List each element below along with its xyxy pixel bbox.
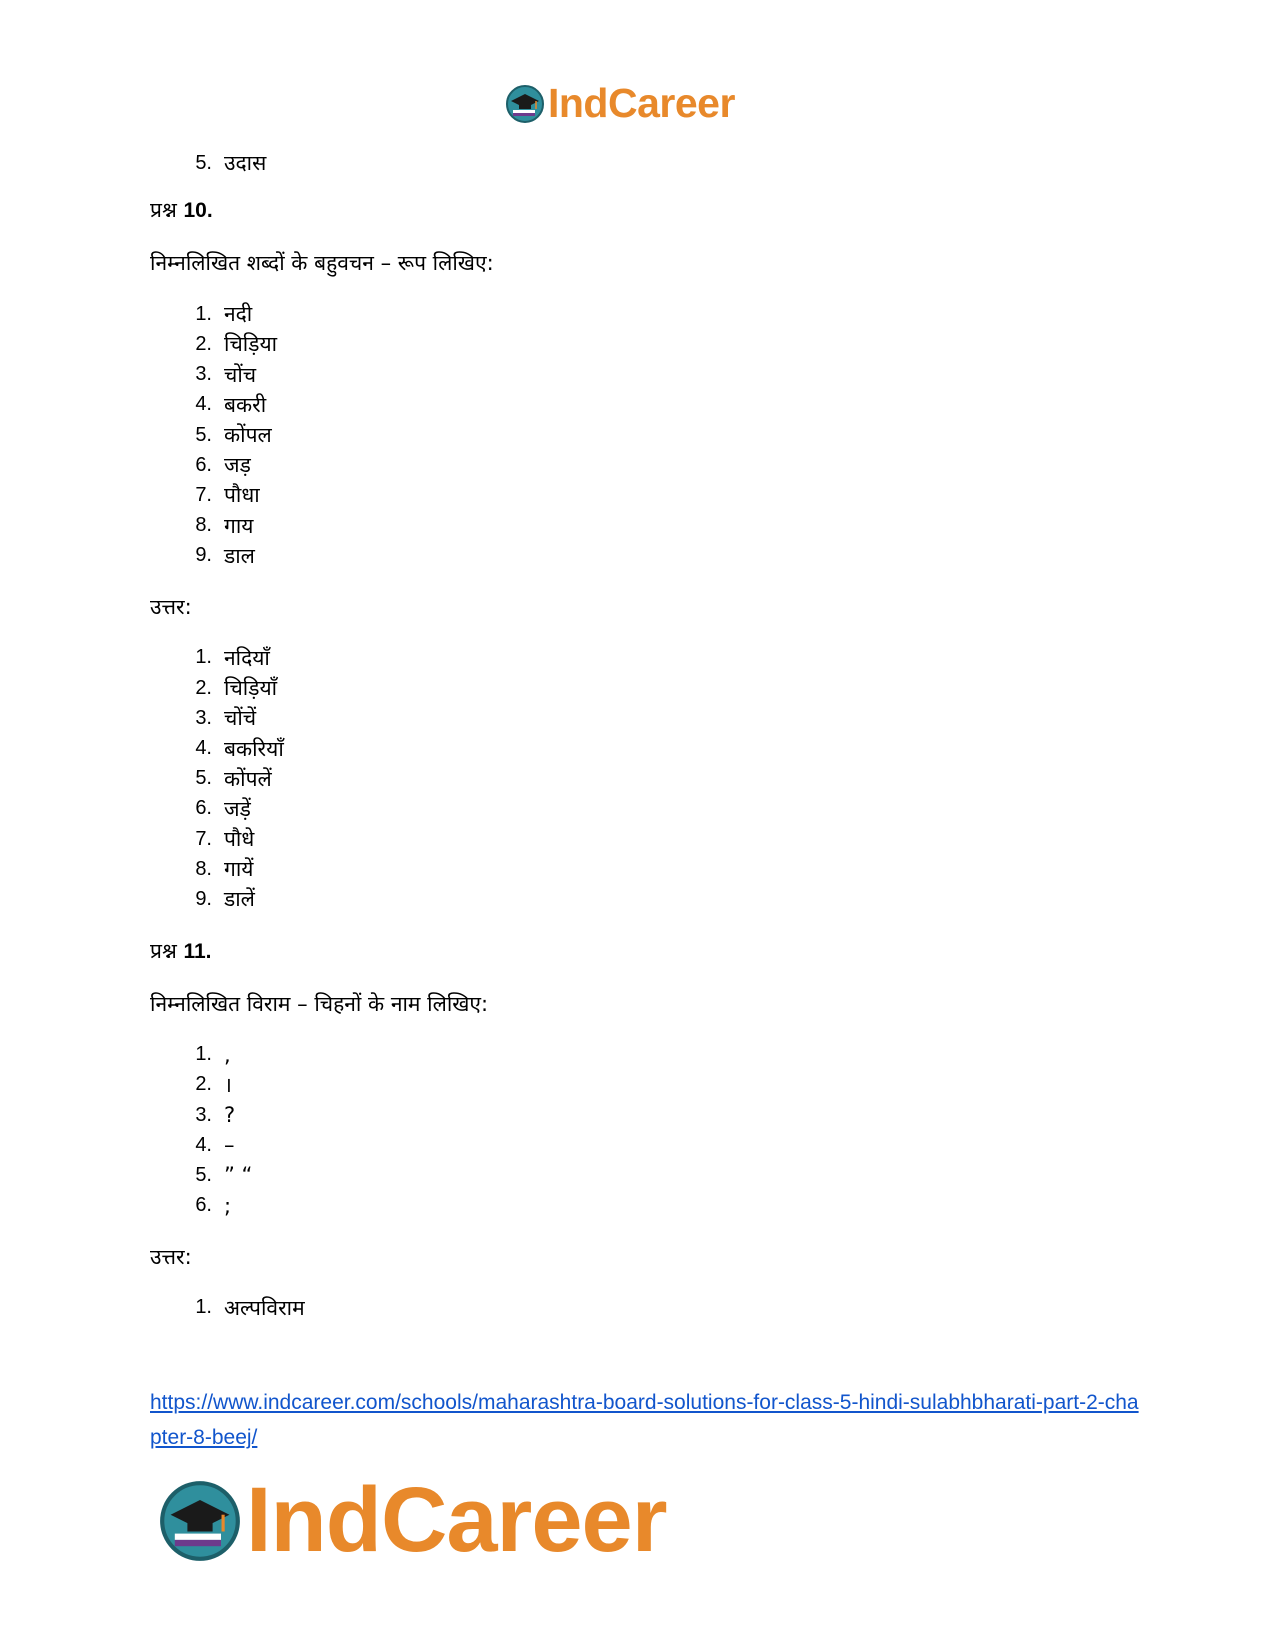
list-text: । xyxy=(224,1072,232,1097)
list-item xyxy=(150,794,1140,824)
list-text: पौधा xyxy=(224,483,260,508)
list-number: 6. xyxy=(195,453,212,476)
list-text: पौधे xyxy=(224,827,255,852)
question-prefix: प्रश्न xyxy=(150,198,177,223)
list-number: 1. xyxy=(195,1296,212,1319)
list-item xyxy=(150,1160,1140,1190)
list-number: 8. xyxy=(195,514,212,537)
list-item xyxy=(150,148,1140,178)
graduation-cap-book-icon xyxy=(505,84,545,124)
list-number: 3. xyxy=(195,706,212,729)
question-number: 11. xyxy=(183,939,212,963)
list-item xyxy=(150,329,1140,359)
list-item xyxy=(150,480,1140,510)
list-text: जड़ें xyxy=(224,796,251,821)
list-number: 1. xyxy=(195,302,212,325)
list-number: 1. xyxy=(195,646,212,669)
list-number: 9. xyxy=(195,887,212,910)
list-item xyxy=(150,643,1140,673)
indcareer-logo-bottom xyxy=(158,1468,667,1573)
list-text: जड़ xyxy=(224,453,251,478)
answer-label: उत्तर: xyxy=(150,594,192,619)
question-11-heading xyxy=(150,937,1140,966)
question-11-instruction: निम्नलिखित विराम – चिहनों के नाम लिखिए: xyxy=(150,991,489,1016)
question-11-list xyxy=(150,1040,1140,1221)
list-number: 5. xyxy=(195,1163,212,1186)
list-item xyxy=(150,673,1140,703)
list-number: 5. xyxy=(195,423,212,446)
source-link[interactable]: https://www.indcareer.com/schools/maharashtra-board-solutions-for-class-5-hindi-sulabhbharati-part-2-chapter-8-beej/ xyxy=(150,1391,1139,1449)
answer-label: उत्तर: xyxy=(150,1244,192,1269)
list-number: 5. xyxy=(195,151,212,174)
list-text: ? xyxy=(224,1103,236,1128)
previous-list xyxy=(150,148,1140,178)
list-number: 4. xyxy=(195,1133,212,1156)
list-number: 4. xyxy=(195,737,212,760)
list-item xyxy=(150,1040,1140,1070)
list-number: 1. xyxy=(195,1043,212,1066)
list-number: 5. xyxy=(195,767,212,790)
list-text: नदी xyxy=(224,302,253,327)
list-text: नदियाँ xyxy=(224,645,270,670)
question-prefix: प्रश्न xyxy=(150,938,177,963)
list-number: 8. xyxy=(195,857,212,880)
list-item xyxy=(150,703,1140,733)
list-item xyxy=(150,1191,1140,1221)
document-body xyxy=(150,148,1140,1323)
question-10-instruction: निम्नलिखित शब्दों के बहुवचन – रूप लिखिए: xyxy=(150,251,494,276)
list-number: 2. xyxy=(195,332,212,355)
list-item xyxy=(150,1293,1140,1323)
list-text: अल्पविराम xyxy=(224,1295,305,1320)
logo-text-bottom: IndCareer xyxy=(246,1469,667,1571)
list-text: – xyxy=(224,1133,235,1158)
list-item xyxy=(150,511,1140,541)
list-number: 9. xyxy=(195,544,212,567)
list-text: डालें xyxy=(224,887,255,912)
list-text: बकरी xyxy=(224,392,267,417)
list-number: 2. xyxy=(195,1073,212,1096)
list-text: गाय xyxy=(224,513,254,538)
list-number: 6. xyxy=(195,1194,212,1217)
question-11-answers xyxy=(150,1293,1140,1323)
list-item xyxy=(150,360,1140,390)
question-10-heading xyxy=(150,196,1140,225)
list-item xyxy=(150,541,1140,571)
list-item xyxy=(150,299,1140,329)
list-item xyxy=(150,1130,1140,1160)
list-number: 4. xyxy=(195,393,212,416)
list-text: गायें xyxy=(224,857,254,882)
list-text: चिड़िया xyxy=(224,332,278,357)
list-text: चोंचें xyxy=(224,706,257,731)
list-item xyxy=(150,884,1140,914)
list-text: कोंपलें xyxy=(224,766,272,791)
list-number: 3. xyxy=(195,1103,212,1126)
list-text: कोंपल xyxy=(224,423,272,448)
list-text: ” “ xyxy=(224,1163,253,1188)
list-item xyxy=(150,1100,1140,1130)
list-item xyxy=(150,390,1140,420)
list-item xyxy=(150,450,1140,480)
question-number: 10. xyxy=(183,199,213,223)
logo-text-top: IndCareer xyxy=(548,80,735,126)
list-item xyxy=(150,824,1140,854)
list-number: 7. xyxy=(195,483,212,506)
list-number: 3. xyxy=(195,363,212,386)
list-text: , xyxy=(224,1042,231,1067)
list-item xyxy=(150,733,1140,763)
list-text: उदास xyxy=(224,151,267,176)
question-10-answers xyxy=(150,643,1140,915)
list-item xyxy=(150,764,1140,794)
list-item xyxy=(150,854,1140,884)
list-number: 6. xyxy=(195,797,212,820)
list-text: चिड़ियाँ xyxy=(224,676,278,701)
indcareer-logo-top xyxy=(505,80,735,127)
question-10-list xyxy=(150,299,1140,571)
list-number: 7. xyxy=(195,827,212,850)
list-item xyxy=(150,420,1140,450)
list-text: चोंच xyxy=(224,362,257,387)
list-text: डाल xyxy=(224,543,255,568)
list-text: बकरियाँ xyxy=(224,736,284,761)
graduation-cap-book-icon xyxy=(158,1479,242,1563)
list-item xyxy=(150,1070,1140,1100)
list-number: 2. xyxy=(195,676,212,699)
list-text: ; xyxy=(224,1193,232,1218)
